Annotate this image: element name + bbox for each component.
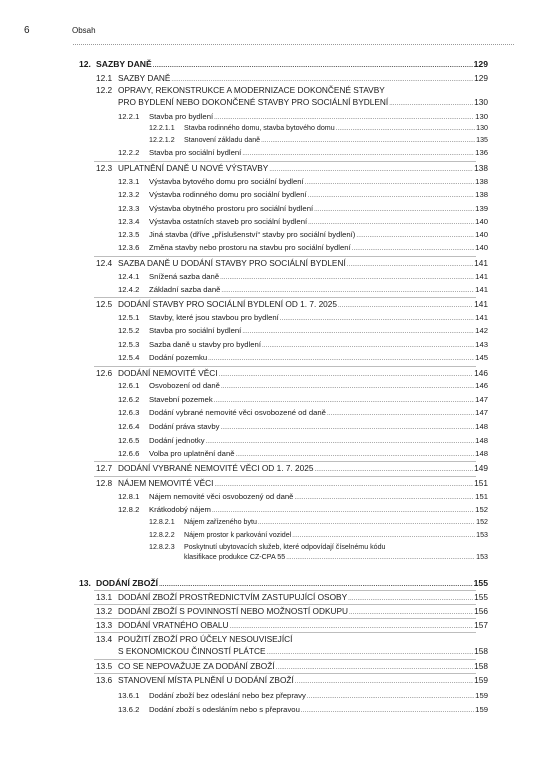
toc-entry-number: 12.8.2 bbox=[118, 505, 140, 514]
toc-entry-number: 12.3.4 bbox=[118, 217, 140, 226]
dot-leader bbox=[221, 381, 474, 390]
dot-leader bbox=[159, 578, 473, 588]
toc-entry-title: Nájem nemovité věci osvobozený od daně bbox=[149, 492, 294, 501]
toc-entry-number: 12.6.4 bbox=[118, 422, 140, 431]
toc-page-number: 151 bbox=[475, 492, 488, 501]
toc-page-number: 151 bbox=[474, 478, 488, 488]
dot-leader bbox=[286, 553, 475, 561]
toc-entry-title: Dodání vybrané nemovité věci osvobozené od daně bbox=[149, 408, 326, 417]
section-divider bbox=[94, 256, 476, 257]
toc-entry-title: Stavba pro sociální bydlení bbox=[149, 148, 242, 157]
dot-leader bbox=[267, 646, 474, 656]
toc-entry-title: DODÁNÍ STAVBY PRO SOCIÁLNÍ BYDLENÍ OD 1. 7. 2025 bbox=[118, 299, 338, 309]
toc-entry-title: Stavby, které jsou stavbou pro bydlení bbox=[149, 313, 279, 322]
toc-entry-number: 13.6.1 bbox=[118, 691, 140, 700]
toc-entry-title: SAZBY DANĚ bbox=[96, 59, 152, 69]
toc-page-number: 130 bbox=[475, 112, 488, 121]
toc-page-number: 141 bbox=[475, 272, 488, 281]
dot-leader bbox=[348, 592, 473, 602]
dot-leader bbox=[269, 163, 473, 173]
toc-page-number: 145 bbox=[475, 353, 488, 362]
dot-leader bbox=[212, 505, 474, 514]
dot-leader bbox=[292, 531, 475, 539]
toc-entry-title: Nájem zařízeného bytu bbox=[184, 518, 257, 526]
dot-leader bbox=[221, 285, 474, 294]
toc-entry-number: 12.3.2 bbox=[118, 190, 140, 199]
dot-leader bbox=[220, 272, 474, 281]
toc-entry-number: 12.5.3 bbox=[118, 340, 140, 349]
toc-entry-number: 12.3.3 bbox=[118, 204, 140, 213]
dot-leader bbox=[221, 422, 475, 431]
toc-entry-title: Stavba pro sociální bydlení bbox=[149, 326, 242, 335]
toc-page-number: 141 bbox=[475, 285, 488, 294]
toc-entry-title: NÁJEM NEMOVITÉ VĚCI bbox=[118, 478, 214, 488]
section-divider bbox=[94, 297, 476, 298]
toc-entry-number: 12.6.5 bbox=[118, 436, 140, 445]
toc-page-number: 158 bbox=[474, 646, 488, 656]
toc-entry-title-cont: PRO BYDLENÍ NEBO DOKONČENÉ STAVBY PRO SOCIÁLNÍ BYDLENÍ bbox=[118, 97, 389, 107]
toc-entry-title: Stavební pozemek bbox=[149, 395, 213, 404]
toc-entry-number: 12.6.3 bbox=[118, 408, 140, 417]
toc-entry-number: 13.6.2 bbox=[118, 705, 140, 714]
section-divider bbox=[94, 618, 476, 619]
toc-entry-title: Výstavba bytového domu pro sociální bydlení bbox=[149, 177, 304, 186]
dot-leader bbox=[327, 408, 474, 417]
toc-page-number: 142 bbox=[475, 326, 488, 335]
toc-entry-number: 12.8.1 bbox=[118, 492, 140, 501]
toc-entry-number: 12.8.2.3 bbox=[149, 543, 175, 551]
toc-entry-number: 12.6.1 bbox=[118, 381, 140, 390]
toc-entry-title: Stanovení základu daně bbox=[184, 136, 261, 144]
dot-leader bbox=[214, 395, 474, 404]
toc-entry-title: SAZBA DANĚ U DODÁNÍ STAVBY PRO SOCIÁLNÍ BYDLENÍ bbox=[118, 258, 346, 268]
toc-entry-title: Poskytnutí ubytovacích služeb, které odpovídají číselnému kódu bbox=[184, 543, 386, 551]
toc-page-number: 129 bbox=[473, 59, 488, 69]
toc-page-number: 148 bbox=[475, 436, 488, 445]
toc-page-number: 148 bbox=[475, 449, 488, 458]
toc-entry-title: DODÁNÍ ZBOŽÍ S POVINNOSTÍ NEBO MOŽNOSTÍ ODKUPU bbox=[118, 606, 349, 616]
toc-entry-title: DODÁNÍ NEMOVITÉ VĚCI bbox=[118, 368, 218, 378]
dot-leader bbox=[258, 518, 475, 526]
toc-page-number: 135 bbox=[476, 136, 488, 144]
toc-page-number: 149 bbox=[474, 463, 488, 473]
dot-leader bbox=[338, 299, 473, 309]
section-divider bbox=[94, 659, 476, 660]
dot-leader bbox=[219, 368, 474, 378]
dot-leader bbox=[301, 705, 474, 714]
toc-page-number: 146 bbox=[474, 368, 488, 378]
dot-leader bbox=[261, 136, 475, 144]
dot-leader bbox=[315, 463, 474, 473]
dot-leader bbox=[242, 326, 474, 335]
toc-page-number: 130 bbox=[474, 97, 488, 107]
toc-entry-number: 13.2 bbox=[96, 606, 113, 616]
toc-entry-title: Volba pro uplatnění daně bbox=[149, 449, 235, 458]
toc-entry-title: Základní sazba daně bbox=[149, 285, 221, 294]
toc-page-number: 140 bbox=[475, 243, 488, 252]
section-divider bbox=[94, 632, 476, 633]
toc-entry-number: 12.2 bbox=[96, 85, 113, 95]
section-divider bbox=[94, 590, 476, 591]
toc-page-number: 141 bbox=[474, 299, 488, 309]
toc-entry-number: 12.3 bbox=[96, 163, 113, 173]
toc-entry-title: UPLATNĚNÍ DANĚ U NOVÉ VÝSTAVBY bbox=[118, 163, 269, 173]
dot-leader bbox=[307, 691, 474, 700]
toc-entry-number: 12.2.1 bbox=[118, 112, 140, 121]
toc-entry-title: STANOVENÍ MÍSTA PLNĚNÍ U DODÁNÍ ZBOŽÍ bbox=[118, 675, 294, 685]
toc-page-number: 130 bbox=[476, 124, 488, 132]
toc-page-number: 155 bbox=[473, 578, 488, 588]
dot-leader bbox=[356, 230, 474, 239]
toc-page-number: 143 bbox=[475, 340, 488, 349]
toc-entry-title: CO SE NEPOVAŽUJE ZA DODÁNÍ ZBOŽÍ bbox=[118, 661, 275, 671]
toc-page-number: 157 bbox=[474, 620, 488, 630]
toc-page-number: 141 bbox=[474, 258, 488, 268]
dot-leader bbox=[336, 124, 476, 132]
dot-leader bbox=[308, 217, 474, 226]
dot-leader bbox=[206, 436, 475, 445]
toc-page-number: 141 bbox=[475, 313, 488, 322]
toc-entry-title: Sazba daně u stavby pro bydlení bbox=[149, 340, 261, 349]
dot-leader bbox=[295, 675, 473, 685]
section-divider bbox=[94, 461, 476, 462]
toc-entry-title: Snížená sazba daně bbox=[149, 272, 220, 281]
toc-page-number: 152 bbox=[475, 505, 488, 514]
toc-entry-number: 12.2.1.1 bbox=[149, 124, 175, 132]
toc-entry-number: 12.6.6 bbox=[118, 449, 140, 458]
dot-leader bbox=[171, 73, 473, 83]
header-rule bbox=[73, 44, 514, 45]
dot-leader bbox=[314, 204, 474, 213]
toc-entry-number: 13.3 bbox=[96, 620, 113, 630]
toc-entry-number: 12. bbox=[79, 59, 91, 69]
dot-leader bbox=[214, 112, 474, 121]
toc-entry-title: OPRAVY, REKONSTRUKCE A MODERNIZACE DOKONČENÉ STAVBY bbox=[118, 85, 385, 95]
dot-leader bbox=[305, 177, 474, 186]
section-divider bbox=[94, 476, 476, 477]
toc-entry-number: 13.5 bbox=[96, 661, 113, 671]
toc-page-number: 138 bbox=[475, 177, 488, 186]
dot-leader bbox=[153, 59, 473, 69]
toc-entry-title: SAZBY DANĚ bbox=[118, 73, 171, 83]
toc-entry-number: 12.8.2.1 bbox=[149, 518, 175, 526]
toc-entry-title: Výstavba ostatních staveb pro sociální bydlení bbox=[149, 217, 308, 226]
header-title: Obsah bbox=[72, 26, 96, 35]
toc-entry-number: 12.4 bbox=[96, 258, 113, 268]
toc-entry-title: DODÁNÍ ZBOŽÍ PROSTŘEDNICTVÍM ZASTUPUJÍCÍ OSOBY bbox=[118, 592, 348, 602]
toc-page-number: 159 bbox=[475, 705, 488, 714]
dot-leader bbox=[347, 258, 473, 268]
dot-leader bbox=[214, 478, 473, 488]
dot-leader bbox=[236, 449, 475, 458]
toc-entry-title: Výstavba obytného prostoru pro sociální bydlení bbox=[149, 204, 314, 213]
toc-entry-title: Dodání pozemku bbox=[149, 353, 208, 362]
toc-page-number: 147 bbox=[475, 395, 488, 404]
toc-entry-title: Stavba pro bydlení bbox=[149, 112, 214, 121]
toc-entry-number: 12.8.2.2 bbox=[149, 531, 175, 539]
toc-page-number: 153 bbox=[476, 553, 488, 561]
dot-leader bbox=[280, 313, 474, 322]
toc-entry-number: 12.5.4 bbox=[118, 353, 140, 362]
toc-entry-title: Dodání jednotky bbox=[149, 436, 205, 445]
toc-entry-title: Dodání zboží bez odeslání nebo bez přepravy bbox=[149, 691, 306, 700]
toc-page-number: 140 bbox=[475, 217, 488, 226]
section-divider bbox=[94, 673, 476, 674]
section-divider bbox=[94, 366, 476, 367]
dot-leader bbox=[389, 97, 473, 107]
toc-entry-title: DODÁNÍ VRATNÉHO OBALU bbox=[118, 620, 229, 630]
toc-entry-number: 12.3.1 bbox=[118, 177, 140, 186]
toc-entry-number: 12.7 bbox=[96, 463, 113, 473]
toc-entry-title: Osvobození od daně bbox=[149, 381, 220, 390]
toc-page-number: 158 bbox=[474, 661, 488, 671]
toc-entry-number: 12.5.2 bbox=[118, 326, 140, 335]
toc-entry-title: Jiná stavba (dříve „příslušenství“ stavby pro sociální bydlení) bbox=[149, 230, 356, 239]
toc-entry-number: 12.5.1 bbox=[118, 313, 140, 322]
toc-entry-number: 13.1 bbox=[96, 592, 113, 602]
toc-page-number: 138 bbox=[474, 163, 488, 173]
toc-page-number: 156 bbox=[474, 606, 488, 616]
dot-leader bbox=[208, 353, 474, 362]
toc-page-number: 146 bbox=[475, 381, 488, 390]
dot-leader bbox=[294, 492, 474, 501]
dot-leader bbox=[308, 190, 474, 199]
toc-entry-number: 12.4.1 bbox=[118, 272, 140, 281]
toc-page-number: 159 bbox=[475, 691, 488, 700]
toc-entry-title: Stavba rodinného domu, stavba bytového domu bbox=[184, 124, 335, 132]
toc-page-number: 155 bbox=[474, 592, 488, 602]
toc-page-number: 152 bbox=[476, 518, 488, 526]
toc-entry-title: DODÁNÍ ZBOŽÍ bbox=[96, 578, 159, 588]
toc-entry-title: DODÁNÍ VYBRANÉ NEMOVITÉ VĚCI OD 1. 7. 2025 bbox=[118, 463, 314, 473]
dot-leader bbox=[352, 243, 474, 252]
toc-entry-title: Výstavba rodinného domu pro sociální bydlení bbox=[149, 190, 307, 199]
toc-entry-number: 13.6 bbox=[96, 675, 113, 685]
dot-leader bbox=[276, 661, 474, 671]
toc-page-number: 139 bbox=[475, 204, 488, 213]
toc-entry-number: 12.6 bbox=[96, 368, 113, 378]
dot-leader bbox=[242, 148, 474, 157]
section-divider bbox=[94, 604, 476, 605]
toc-entry-number: 12.2.1.2 bbox=[149, 136, 175, 144]
toc-entry-title: POUŽITÍ ZBOŽÍ PRO ÚČELY NESOUVISEJÍCÍ bbox=[118, 634, 293, 644]
toc-entry-title: Krátkodobý nájem bbox=[149, 505, 211, 514]
toc-entry-number: 13. bbox=[79, 578, 91, 588]
toc-page-number: 129 bbox=[474, 73, 488, 83]
toc-page-number: 148 bbox=[475, 422, 488, 431]
toc-page-number: 138 bbox=[475, 190, 488, 199]
toc-page-number: 159 bbox=[474, 675, 488, 685]
toc-entry-title: Změna stavby nebo prostoru na stavbu pro sociální bydlení bbox=[149, 243, 351, 252]
toc-page-number: 140 bbox=[475, 230, 488, 239]
toc-page-number: 136 bbox=[475, 148, 488, 157]
toc-entry-number: 12.2.2 bbox=[118, 148, 140, 157]
toc-entry-title: Dodání zboží s odesláním nebo s přepravou bbox=[149, 705, 300, 714]
toc-entry-title-cont: klasifikace produkce CZ-CPA 55 bbox=[184, 553, 286, 561]
toc-entry-number: 12.8 bbox=[96, 478, 113, 488]
page-number: 6 bbox=[24, 25, 30, 36]
toc-entry-number: 12.3.6 bbox=[118, 243, 140, 252]
dot-leader bbox=[349, 606, 473, 616]
toc-entry-number: 12.1 bbox=[96, 73, 113, 83]
dot-leader bbox=[230, 620, 474, 630]
toc-entry-title-cont: S EKONOMICKOU ČINNOSTÍ PLÁTCE bbox=[118, 646, 266, 656]
toc-entry-number: 12.3.5 bbox=[118, 230, 140, 239]
section-divider bbox=[94, 161, 476, 162]
toc-entry-number: 13.4 bbox=[96, 634, 113, 644]
toc-entry-title: Dodání práva stavby bbox=[149, 422, 220, 431]
toc-entry-number: 12.4.2 bbox=[118, 285, 140, 294]
toc-page-number: 147 bbox=[475, 408, 488, 417]
dot-leader bbox=[262, 340, 474, 349]
toc-entry-number: 12.6.2 bbox=[118, 395, 140, 404]
toc-page-number: 153 bbox=[476, 531, 488, 539]
toc-entry-title: Nájem prostor k parkování vozidel bbox=[184, 531, 292, 539]
toc-entry-number: 12.5 bbox=[96, 299, 113, 309]
